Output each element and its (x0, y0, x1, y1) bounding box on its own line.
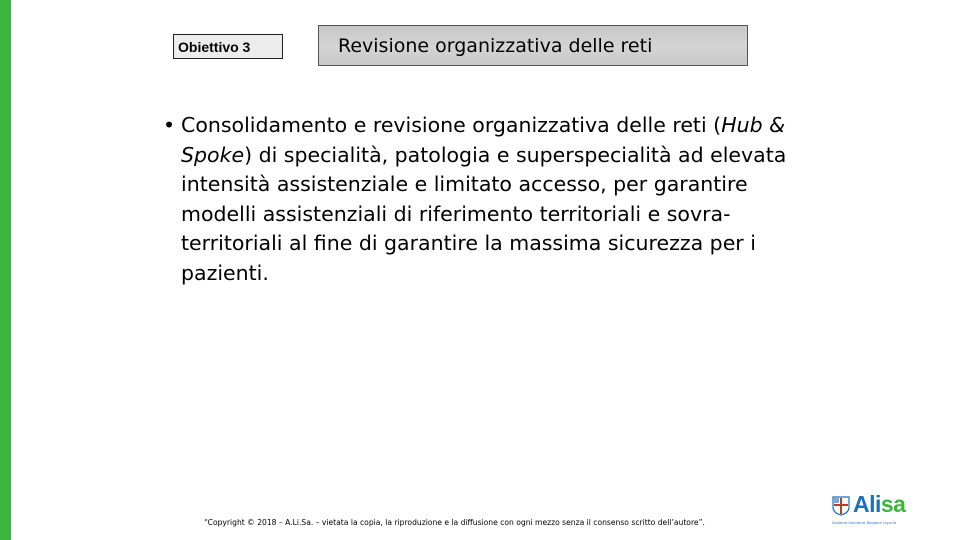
bullet-text (181, 111, 823, 288)
objective-label: Obiettivo 3 (173, 34, 283, 59)
alisa-logo (832, 491, 927, 530)
logo-wordmark-green: sa (880, 491, 906, 517)
logo-wordmark (853, 491, 905, 518)
logo-subtitle: Sistema Sanitario Regione Liguria (832, 521, 896, 525)
left-accent-bar (0, 0, 11, 540)
bullet-text-part2: ) di specialità, patologia e superspecialità ad elevata intensità assistenziale e limitato accesso, per garantire modelli assistenziali di riferimento territoriali e sovra-territoriali al fine di garantire la massima sicurezza per i pazienti. (181, 142, 787, 285)
copyright-footer: “Copyright © 2018 – A.Li.Sa. – vietata la copia, la riproduzione e la diffusione con ogni mezzo senza il consenso scritto dell’autore”. (204, 518, 705, 527)
logo-wordmark-blue: Ali (853, 491, 881, 517)
bullet-text-italic: Hub & Spoke (181, 113, 786, 167)
bullet-text-part1: Consolidamento e revisione organizzativa delle reti ( (181, 113, 722, 137)
bullet-marker: • (163, 113, 176, 137)
shield-emblem-icon (832, 496, 850, 516)
list-item (163, 111, 823, 288)
bullet-list (163, 111, 823, 288)
slide-title: Revisione organizzativa delle reti (318, 25, 748, 66)
